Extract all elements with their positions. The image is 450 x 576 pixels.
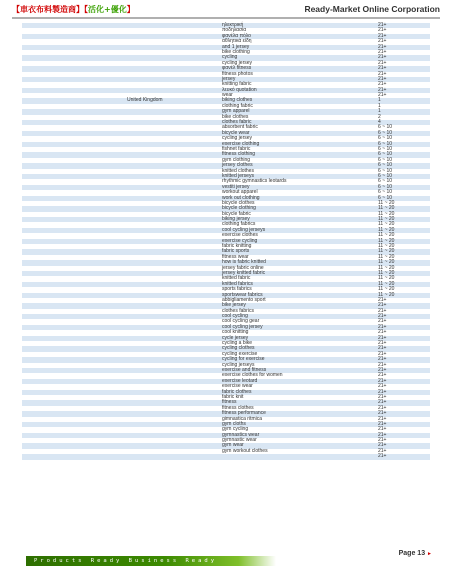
row-count: 21+: [378, 54, 387, 61]
row-keyword: wear: [222, 92, 233, 99]
row-keyword: biking jersey: [222, 216, 250, 223]
row-count: 11 ~ 20: [378, 264, 395, 271]
header-divider: [12, 17, 440, 19]
row-keyword: exercise wear: [222, 383, 253, 390]
row-keyword: bicycle wear: [222, 129, 250, 136]
row-keyword: φανέλα πόλο: [222, 32, 251, 39]
row-count: 4: [378, 119, 381, 126]
page-number: [399, 550, 432, 557]
row-keyword: fabric sports: [222, 248, 250, 255]
brand-bracket-open: 【: [12, 5, 20, 14]
row-keyword: fitness photos: [222, 70, 253, 77]
row-count: 21+: [378, 302, 387, 309]
row-count: 6 ~ 10: [378, 167, 393, 174]
row-keyword: exercise leotard: [222, 377, 258, 384]
row-count: 6 ~ 10: [378, 194, 393, 201]
row-count: 11 ~ 20: [378, 291, 395, 298]
row-count: 11 ~ 20: [378, 253, 395, 260]
row-count: 21+: [378, 383, 387, 390]
row-keyword: fabric clothes: [222, 388, 252, 395]
row-count: 21+: [378, 296, 387, 303]
row-count: 21+: [378, 399, 387, 406]
row-keyword: fitness wear: [222, 253, 249, 260]
row-count: 21+: [378, 334, 387, 341]
row-count: 11 ~ 20: [378, 269, 395, 276]
row-keyword: gym cycling: [222, 426, 249, 433]
row-count: 6 ~ 10: [378, 162, 393, 169]
row-keyword: cool cycling gear: [222, 318, 260, 325]
row-keyword: clothes fabrics: [222, 307, 254, 314]
row-count: 2: [378, 113, 381, 120]
brand-title: [12, 4, 135, 15]
row-keyword: exercise clothes: [222, 232, 258, 239]
row-count: 21+: [378, 340, 387, 347]
row-count: 1: [378, 108, 381, 115]
row-keyword: vestiti jersey: [222, 183, 250, 190]
page-header: [12, 4, 440, 18]
row-keyword: cool cycling jerseys: [222, 226, 266, 233]
row-keyword: clothes fabric: [222, 119, 252, 126]
row-keyword: gym clothing: [222, 156, 251, 163]
row-keyword: and 1 jersey: [222, 43, 250, 50]
row-count: 11 ~ 20: [378, 221, 395, 228]
row-keyword: exercise clothes for women: [222, 372, 283, 379]
row-keyword: cool cycling: [222, 313, 248, 320]
row-keyword: jersey: [222, 75, 236, 82]
row-count: 21+: [378, 318, 387, 325]
row-keyword: knitting fabric: [222, 81, 252, 88]
row-keyword: clothing fabric: [222, 102, 253, 109]
row-count: 6 ~ 10: [378, 151, 393, 158]
row-keyword: φανέλ fitness: [222, 65, 252, 72]
row-count: 6 ~ 10: [378, 189, 393, 196]
row-keyword: sportswear fabrics: [222, 291, 263, 298]
brand-bracket-close: 】: [126, 5, 135, 14]
row-keyword: cycling exercise: [222, 350, 258, 357]
row-count: 11 ~ 20: [378, 232, 395, 239]
keyword-table: [22, 23, 430, 460]
row-count: 6 ~ 10: [378, 145, 393, 152]
row-keyword: gym apparel: [222, 108, 250, 115]
row-keyword: jersey knitted fabric: [222, 269, 266, 276]
row-count: 21+: [378, 388, 387, 395]
row-keyword: fishnet fabric: [222, 145, 251, 152]
page-arrow-icon: ►: [427, 551, 432, 557]
row-keyword: how is fabric knitted: [222, 259, 266, 266]
row-keyword: ποδηλασία: [222, 27, 247, 34]
row-count: 6 ~ 10: [378, 124, 393, 131]
row-count: 6 ~ 10: [378, 178, 393, 185]
row-keyword: gym wear: [222, 442, 244, 449]
row-country: United Kingdom: [127, 97, 163, 104]
row-count: 21+: [378, 48, 387, 55]
row-keyword: λευκό quotation: [222, 86, 257, 93]
row-count: 21+: [378, 350, 387, 357]
row-count: 21+: [378, 393, 387, 400]
row-keyword: cycling jersey: [222, 59, 253, 66]
row-keyword: cool cycling jersey: [222, 323, 263, 330]
row-count: 21+: [378, 313, 387, 320]
page-footer: [0, 546, 450, 570]
row-keyword: jersey clothes: [222, 162, 253, 169]
row-keyword: jersey fabric online: [222, 264, 264, 271]
row-count: 1: [378, 97, 381, 104]
row-count: 11 ~ 20: [378, 205, 395, 212]
row-keyword: bicycle clothing: [222, 205, 256, 212]
row-keyword: bike jersey: [222, 302, 246, 309]
row-keyword: fitness clothing: [222, 151, 256, 158]
row-count: 21+: [378, 59, 387, 66]
row-keyword: knitted fabric: [222, 275, 251, 282]
row-count: 21+: [378, 86, 387, 93]
row-count: 11 ~ 20: [378, 216, 395, 223]
row-count: 11 ~ 20: [378, 280, 395, 287]
row-count: 21+: [378, 377, 387, 384]
row-keyword: knitted jerseys: [222, 172, 254, 179]
row-count: 21+: [378, 43, 387, 50]
row-count: 6 ~ 10: [378, 140, 393, 147]
row-keyword: workout apparel: [222, 189, 258, 196]
row-count: 21+: [378, 404, 387, 411]
row-keyword: gymnastics wear: [222, 431, 260, 438]
row-keyword: cycling: [222, 54, 238, 61]
row-count: 1: [378, 102, 381, 109]
row-keyword: gym cloths: [222, 420, 246, 427]
row-keyword: bike clothes: [222, 113, 249, 120]
row-keyword: cycling for exercise: [222, 356, 265, 363]
row-keyword: bike clothing: [222, 48, 250, 55]
row-count: 11 ~ 20: [378, 226, 395, 233]
row-count: 21+: [378, 372, 387, 379]
brand-name: 車衣布料製造商: [20, 5, 76, 14]
row-keyword: fitness clothes: [222, 404, 254, 411]
row-keyword: rhythmic gymnastics leotards: [222, 178, 287, 185]
row-keyword: knitted fabrics: [222, 280, 253, 287]
row-keyword: knitted clothes: [222, 167, 254, 174]
page-label: Page 13: [398, 550, 426, 557]
row-keyword: exercise cycling: [222, 237, 258, 244]
row-count: 21+: [378, 81, 387, 88]
row-count: 21+: [378, 323, 387, 330]
row-count: 21+: [378, 345, 387, 352]
row-count: 21+: [378, 329, 387, 336]
row-count: 6 ~ 10: [378, 183, 393, 190]
row-keyword: abbigliamento sport: [222, 296, 266, 303]
row-count: 21+: [378, 307, 387, 314]
row-keyword: fitness performance: [222, 410, 266, 417]
row-keyword: gym workout clothes: [222, 447, 268, 454]
row-keyword: cycling jersey: [222, 135, 253, 142]
row-count: 6 ~ 10: [378, 135, 393, 142]
row-count: 21+: [378, 426, 387, 433]
row-count: 6 ~ 10: [378, 172, 393, 179]
row-count: 11 ~ 20: [378, 199, 395, 206]
row-count: 21+: [378, 75, 387, 82]
row-keyword: biking clothes: [222, 97, 253, 104]
row-count: 11 ~ 20: [378, 243, 395, 250]
row-count: 21+: [378, 420, 387, 427]
row-count: 21+: [378, 453, 387, 460]
row-count: 11 ~ 20: [378, 237, 395, 244]
row-count: 6 ~ 10: [378, 156, 393, 163]
row-count: 21+: [378, 356, 387, 363]
row-count: 21+: [378, 437, 387, 444]
table-row: [22, 454, 430, 459]
row-keyword: bicycle fabric: [222, 210, 251, 217]
row-count: 21+: [378, 447, 387, 454]
row-keyword: cycle jersey: [222, 334, 249, 341]
row-keyword: fitness: [222, 399, 237, 406]
row-count: 21+: [378, 32, 387, 39]
brand-tag: 活化+優化: [88, 5, 127, 14]
row-keyword: ηλεκτρική: [222, 22, 244, 28]
row-count: 11 ~ 20: [378, 248, 395, 255]
brand-bracket-mid: 】【: [76, 5, 88, 14]
row-keyword: work out clothing: [222, 194, 260, 201]
row-keyword: fabric knit: [222, 393, 244, 400]
row-count: 11 ~ 20: [378, 210, 395, 217]
row-keyword: cycling clothes: [222, 345, 255, 352]
row-count: 21+: [378, 65, 387, 72]
row-keyword: gymnastic wear: [222, 437, 257, 444]
footer-slogan: Products Ready Business Ready: [34, 558, 218, 564]
row-keyword: fabric knitting: [222, 243, 252, 250]
row-count: 11 ~ 20: [378, 286, 395, 293]
row-count: 21+: [378, 38, 387, 45]
row-count: 21+: [378, 27, 387, 34]
row-count: 21+: [378, 22, 387, 28]
row-count: 21+: [378, 415, 387, 422]
row-keyword: sports fabrics: [222, 286, 252, 293]
row-keyword: cycling a bike: [222, 340, 253, 347]
row-count: 21+: [378, 442, 387, 449]
row-count: 21+: [378, 92, 387, 99]
row-keyword: exercise clothing: [222, 140, 260, 147]
row-count: 21+: [378, 410, 387, 417]
row-count: 21+: [378, 70, 387, 77]
row-keyword: absorbent fabric: [222, 124, 258, 131]
row-keyword: gimnastica ritmica: [222, 415, 263, 422]
row-count: 21+: [378, 367, 387, 373]
row-keyword: clothing fabrics: [222, 221, 256, 228]
row-keyword: cycling jerseys: [222, 361, 255, 368]
row-count: 21+: [378, 361, 387, 368]
row-keyword: αθλητικά είδη: [222, 38, 252, 45]
row-count: 6 ~ 10: [378, 129, 393, 136]
row-count: 11 ~ 20: [378, 259, 395, 266]
row-keyword: exercise and fitness: [222, 367, 267, 373]
row-keyword: cool knitting: [222, 329, 249, 336]
row-count: 21+: [378, 431, 387, 438]
company-name: Ready-Market Online Corporation: [304, 4, 440, 14]
row-keyword: bicycle clothes: [222, 199, 255, 206]
row-count: 11 ~ 20: [378, 275, 395, 282]
